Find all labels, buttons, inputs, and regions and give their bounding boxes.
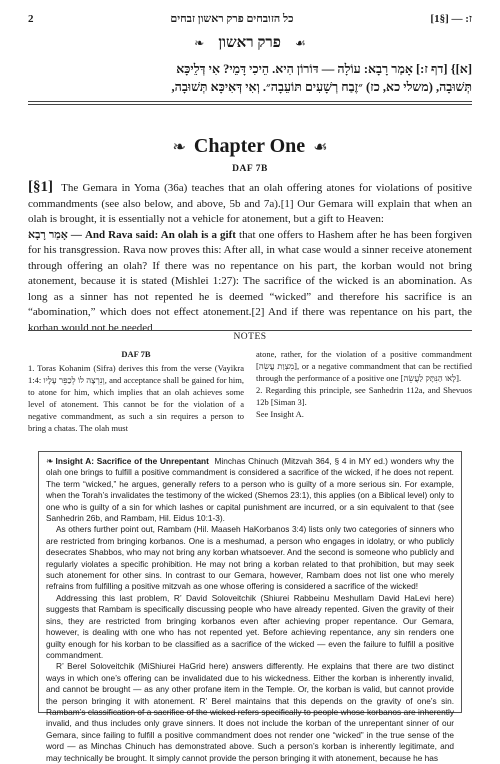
notes-section <box>28 348 472 434</box>
chapter-title: Chapter One <box>193 135 306 157</box>
page-number: 2 <box>28 13 34 25</box>
ornament-icon: ❧ <box>46 456 54 466</box>
divider <box>28 330 472 331</box>
insight-text-1: Minchas Chinuch (Mitzvah 364, § 4 in MY ed.) wonders why the olah one brings to fulfill a positive commandment is considered a sacrifice of the wicked, if he does not repent. The term “wicked,” he argues, generally refers to a person who is guilty of a more serious sin. For example, when the Torah’s invalidates the testimony of the wicked (Shemos 23:1), this applies (on a Biblical level) only to one who is guilty of a sin for which lashes or capital punishment are incurred, or a sin equivalent to that (see Sanhedrin 26b, and Rambam, Hil. Eidus 10:1-3). <box>46 456 454 524</box>
ornament-icon: ☙ <box>294 36 306 50</box>
note-1: 1. Toras Kohanim (Sifra) derives this from the verse (Vayikra 1:4: וְנִרְצָה לוֹ לְכַפֵּר עָלָיו, and acceptance shall be gained for him, to atone for him, which implies that an olah achieves some level of atonement. This cannot be for the violation of a negative commandment, as such a sin requires a person to bring a chatas. The olah must <box>28 363 244 433</box>
divider <box>28 101 472 102</box>
note-2: 2. Regarding this principle, see Sanhedrin 112a, and Shevuos 12b [Siman 3]. <box>256 385 472 407</box>
main-bold-phrase: — And Rava said: An olah is a gift <box>67 228 236 241</box>
insight-title: Insight A: Sacrifice of the Unrepentant <box>55 456 209 466</box>
insight-paragraph-4: R’ Berel Soloveitchik (MiShiurei HaGrid here) answers differently. He explains that there are two distinct ways in which one’s offering can be invalidated due to his wickedness. Either the korban is inherently invalid, and cannot be brought — as any other profane item in the Temple. Or, the korban is valid, but cannot provide the person bringing it with atonement. R’ Berel maintains that this depends on the gravity of one’s sin. Rambam’s classification of a sacrifice of the wicked refers specifically to people whose korbanos are inherently invalid, and thus includes only grave sinners. It does not include the korban of the unrepentant sinner of our Gemara, since failing to fulfill a positive commandment does not render one “wicked” in the true sense of the word — as Minchas Chinuch has demonstrated above. Such a person’s korban is inherently legitimate, and may technically be brought. It simply cannot provide the person bringing it with atonement, because he has <box>46 661 454 763</box>
ornament-icon: ❧ <box>172 139 186 156</box>
main-commentary <box>28 180 472 336</box>
running-header <box>28 10 472 28</box>
main-paragraph-1: The Gemara in Yoma (36a) teaches that an olah offering atones for violations of positive commandments (see also below, and above, 5b and 7a).[1] Our Gemara will explain that when an olah is brought, it is essentially not a vehicle for atonement, but a gift to Heaven: <box>28 182 472 225</box>
insight-box <box>38 451 462 763</box>
chapter-heading <box>0 135 500 158</box>
daf-label: DAF 7B <box>232 164 268 174</box>
section-marker: [§1] <box>28 179 53 195</box>
notes-column-right <box>256 348 472 434</box>
header-reference: ז: — [§1] <box>430 13 472 25</box>
hebrew-quote: אָמַר רָבָא <box>28 228 68 241</box>
note-1-continued: atone, rather, for the violation of a positive commandment [מִצְוַת עֲשֵׂה], or a negative commandment that can be rectified through the performance of a positive one [לָאו הַנִּתָּק לַעֲשֵׂה]. <box>256 349 472 383</box>
hebrew-chapter-title: פרק ראשון <box>218 35 281 51</box>
ornament-icon: ☙ <box>313 139 328 156</box>
hebrew-text-block <box>28 60 472 96</box>
hebrew-line-2: תְּשׁוּבָה, (משלי כא, כז) ״זֶבַח רְשָׁעִים תּוֹעֵבָה״. וְאִי דְּאִיכָּא תְּשׁוּבָה, <box>171 80 472 94</box>
notes-title: NOTES <box>233 332 267 342</box>
hebrew-line-1: [א]} [דף ז:] אָמַר רָבָא: עוֹלָה — דּוֹרוֹן הִיא. הֵיכִי דָּמֵי? אִי דְּלֵיכָּא <box>176 62 472 76</box>
insight-paragraph-1 <box>46 456 454 524</box>
ornament-icon: ❧ <box>194 36 205 50</box>
main-paragraph-2: that one offers to Hashem after he has been forgiven for his transgression. Rava now proves this: After all, in what case would a sinner receive atonement through offering an olah? If there was no repentance on his part, the korban would not bring atonement, because it is stated (Mishlei 1:27): The sacrifice of the wicked is an abomination. As long as a sinner has not repented he is deemed “wicked” and therefore his sacrifice is an “abomination,” which does not effect atonement.[2] And if there was repentance on his part, the korban would not be needed <box>28 228 472 334</box>
divider <box>28 104 472 105</box>
hebrew-chapter-heading <box>0 34 500 52</box>
notes-daf-label: DAF 7B <box>121 349 151 359</box>
insight-paragraph-2: As others further point out, Rambam (Hil. Maaseh HaKorbanos 3:4) lists only two categories of sinners who are restricted from bringing korbanos. One is a meshumad, a person who engages in idolatry, or who publicly desecrates Shabbos, who may not bring any korban whatsoever. And the second is someone who publicly and regularly violates a specific prohibition. He may not bring a korban related to that prohibition, but may seek such atonement for other sins. In contrast to our Gemara, however, Rambam does not list one who merely refrains from fulfilling a positive mitzvah as one whose offering is considered a sacrifice of the wicked! <box>46 524 454 592</box>
header-title: כל הזובחים פרק ראשון זבחים <box>170 13 294 25</box>
notes-column-left <box>28 348 244 434</box>
note-3: See Insight A. <box>256 409 304 419</box>
insight-paragraph-3: Addressing this last problem, R’ David Soloveitchik (Shiurei Rabbeinu Meshullam David HaLevi here) suggests that Rambam is specifically discussing people who have already repented. Given the gravity of their sins, they are restricted from bringing korbanos even after achieving proper repentance. Our Gemara, however, is dealing with one who has not repented yet. Before achieving repentance, any sin renders one guilty enough for his korban to be classified as a sacrifice of the wicked — even the failure to fulfill a positive commandment. <box>46 592 454 660</box>
